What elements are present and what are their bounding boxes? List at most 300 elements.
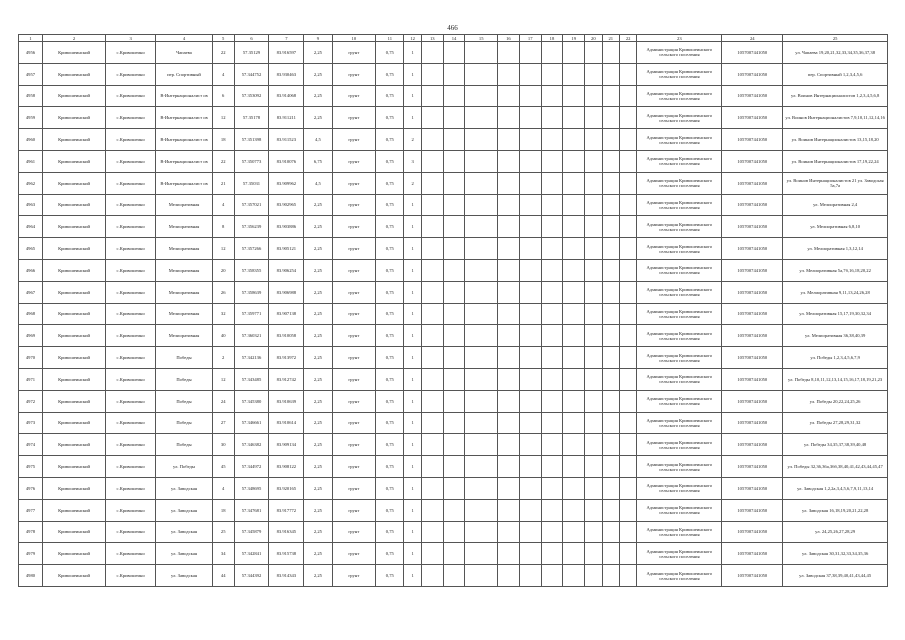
owner-cell: Администрация Кривошеинского сельского поселения (637, 85, 722, 107)
owner-cell: Администрация Кривошеинского сельского поселения (637, 368, 722, 390)
empty-cell (498, 85, 520, 107)
empty-cell (585, 63, 602, 85)
owner-cell: Администрация Кривошеинского сельского поселения (637, 150, 722, 172)
inn-cell: 1057007441050 (722, 390, 783, 412)
area-cell: 2,25 (304, 477, 332, 499)
containers-cell: 1 (404, 390, 421, 412)
inn-cell: 1057007441050 (722, 281, 783, 303)
empty-cell (541, 565, 563, 587)
inn-cell: 1057007441050 (722, 238, 783, 260)
settlement-cell: с.Кривошеино (106, 172, 156, 194)
empty-cell (465, 303, 498, 325)
volume-cell: 0,75 (376, 42, 404, 64)
house-cell: 4 (212, 63, 234, 85)
containers-cell: 1 (404, 499, 421, 521)
empty-cell (498, 390, 520, 412)
house-cell: 27 (212, 412, 234, 434)
empty-cell (585, 107, 602, 129)
area-cell: 2,25 (304, 259, 332, 281)
empty-cell (541, 499, 563, 521)
empty-cell (443, 477, 465, 499)
empty-cell (619, 129, 636, 151)
district-cell: Кривошеинский (42, 259, 105, 281)
empty-cell (465, 368, 498, 390)
empty-cell (602, 543, 619, 565)
empty-cell (619, 238, 636, 260)
area-cell: 2,25 (304, 238, 332, 260)
latitude-cell: 57.351398 (234, 129, 269, 151)
row-number-cell: 4970 (19, 347, 43, 369)
empty-cell (602, 150, 619, 172)
inn-cell: 1057007441050 (722, 216, 783, 238)
settlement-cell: с.Кривошеино (106, 150, 156, 172)
empty-cell (619, 85, 636, 107)
empty-cell (602, 499, 619, 521)
house-cell: 44 (212, 565, 234, 587)
empty-cell (519, 281, 541, 303)
surface-cell: грунт (332, 107, 376, 129)
street-cell: В-Интернационалист ов (156, 129, 213, 151)
table-row (19, 172, 888, 194)
district-cell: Кривошеинский (42, 194, 105, 216)
street-cell: ул. Заводская (156, 521, 213, 543)
empty-cell (585, 150, 602, 172)
empty-cell (465, 521, 498, 543)
table-row (19, 194, 888, 216)
table-row (19, 412, 888, 434)
empty-cell (498, 412, 520, 434)
served-addresses-cell: ул. Мелиоративная 2,4 (783, 194, 888, 216)
empty-cell (585, 259, 602, 281)
empty-cell (519, 107, 541, 129)
empty-cell (421, 390, 443, 412)
empty-cell (465, 565, 498, 587)
district-cell: Кривошеинский (42, 499, 105, 521)
containers-cell: 1 (404, 412, 421, 434)
empty-cell (541, 477, 563, 499)
empty-cell (602, 107, 619, 129)
empty-cell (541, 172, 563, 194)
latitude-cell: 57.353092 (234, 85, 269, 107)
street-cell: В-Интернационалист ов (156, 150, 213, 172)
empty-cell (619, 412, 636, 434)
empty-cell (443, 325, 465, 347)
longitude-cell: 83.906988 (269, 281, 304, 303)
table-row (19, 456, 888, 478)
owner-cell: Администрация Кривошеинского сельского поселения (637, 456, 722, 478)
empty-cell (585, 129, 602, 151)
empty-cell (465, 150, 498, 172)
area-cell: 2,25 (304, 412, 332, 434)
volume-cell: 0,75 (376, 368, 404, 390)
table-row (19, 150, 888, 172)
column-header: 25 (783, 35, 888, 42)
longitude-cell: 83.906254 (269, 259, 304, 281)
empty-cell (465, 172, 498, 194)
empty-cell (541, 347, 563, 369)
owner-cell: Администрация Кривошеинского сельского поселения (637, 303, 722, 325)
empty-cell (619, 259, 636, 281)
empty-cell (541, 216, 563, 238)
surface-cell: грунт (332, 325, 376, 347)
table-row (19, 238, 888, 260)
settlement-cell: с.Кривошеино (106, 456, 156, 478)
empty-cell (619, 172, 636, 194)
house-cell: 20 (212, 259, 234, 281)
containers-cell: 1 (404, 434, 421, 456)
empty-cell (498, 499, 520, 521)
empty-cell (421, 303, 443, 325)
owner-cell: Администрация Кривошеинского сельского поселения (637, 412, 722, 434)
empty-cell (465, 129, 498, 151)
table-row (19, 63, 888, 85)
empty-cell (563, 368, 585, 390)
latitude-cell: 57.345380 (234, 390, 269, 412)
empty-cell (585, 499, 602, 521)
house-cell: 6 (212, 85, 234, 107)
empty-cell (443, 150, 465, 172)
area-cell: 2,25 (304, 63, 332, 85)
volume-cell: 0,75 (376, 325, 404, 347)
empty-cell (443, 259, 465, 281)
volume-cell: 0,75 (376, 259, 404, 281)
house-cell: 40 (212, 325, 234, 347)
table-row (19, 216, 888, 238)
empty-cell (619, 477, 636, 499)
longitude-cell: 83.916597 (269, 42, 304, 64)
settlement-cell: с.Кривошеино (106, 412, 156, 434)
row-number-cell: 4964 (19, 216, 43, 238)
surface-cell: грунт (332, 521, 376, 543)
longitude-cell: 83.911211 (269, 107, 304, 129)
empty-cell (519, 194, 541, 216)
inn-cell: 1057007441050 (722, 194, 783, 216)
area-cell: 2,25 (304, 325, 332, 347)
empty-cell (619, 63, 636, 85)
table-row (19, 325, 888, 347)
served-addresses-cell: ул. Мелиоративная 1,3,12,14 (783, 238, 888, 260)
surface-cell: грунт (332, 216, 376, 238)
containers-cell: 1 (404, 238, 421, 260)
empty-cell (585, 303, 602, 325)
column-header: 22 (619, 35, 636, 42)
inn-cell: 1057007441050 (722, 259, 783, 281)
empty-cell (465, 238, 498, 260)
header-row (19, 35, 888, 42)
empty-cell (619, 456, 636, 478)
latitude-cell: 57.346382 (234, 434, 269, 456)
empty-cell (498, 434, 520, 456)
empty-cell (498, 281, 520, 303)
row-number-cell: 4967 (19, 281, 43, 303)
empty-cell (541, 194, 563, 216)
empty-cell (585, 521, 602, 543)
owner-cell: Администрация Кривошеинского сельского поселения (637, 543, 722, 565)
empty-cell (519, 172, 541, 194)
empty-cell (421, 325, 443, 347)
owner-cell: Администрация Кривошеинского сельского поселения (637, 238, 722, 260)
served-addresses-cell: пер. Спортивный 1,2,3,4,5,6 (783, 63, 888, 85)
row-number-cell: 4958 (19, 85, 43, 107)
street-cell: Чапаева (156, 42, 213, 64)
empty-cell (585, 172, 602, 194)
row-number-cell: 4973 (19, 412, 43, 434)
table-row (19, 477, 888, 499)
empty-cell (421, 543, 443, 565)
owner-cell: Администрация Кривошеинского сельского поселения (637, 347, 722, 369)
empty-cell (498, 63, 520, 85)
empty-cell (443, 499, 465, 521)
settlement-cell: с.Кривошеино (106, 347, 156, 369)
longitude-cell: 83.914343 (269, 565, 304, 587)
empty-cell (519, 543, 541, 565)
empty-cell (585, 390, 602, 412)
empty-cell (563, 499, 585, 521)
surface-cell: грунт (332, 194, 376, 216)
inn-cell: 1057007441050 (722, 325, 783, 347)
district-cell: Кривошеинский (42, 281, 105, 303)
district-cell: Кривошеинский (42, 390, 105, 412)
table-row (19, 543, 888, 565)
empty-cell (563, 281, 585, 303)
inn-cell: 1057007441050 (722, 129, 783, 151)
empty-cell (465, 107, 498, 129)
empty-cell (443, 368, 465, 390)
empty-cell (563, 456, 585, 478)
empty-cell (563, 63, 585, 85)
empty-cell (619, 42, 636, 64)
inn-cell: 1057007441050 (722, 456, 783, 478)
area-cell: 2,25 (304, 303, 332, 325)
row-number-cell: 4968 (19, 303, 43, 325)
area-cell: 2,25 (304, 565, 332, 587)
containers-cell: 1 (404, 303, 421, 325)
inn-cell: 1057007441050 (722, 63, 783, 85)
street-cell: Победы (156, 390, 213, 412)
district-cell: Кривошеинский (42, 303, 105, 325)
volume-cell: 0,75 (376, 85, 404, 107)
area-cell: 2,25 (304, 456, 332, 478)
empty-cell (465, 42, 498, 64)
longitude-cell: 83.907138 (269, 303, 304, 325)
row-number-cell: 4974 (19, 434, 43, 456)
empty-cell (498, 347, 520, 369)
house-cell: 12 (212, 238, 234, 260)
owner-cell: Администрация Кривошеинского сельского поселения (637, 194, 722, 216)
empty-cell (443, 63, 465, 85)
house-cell: 12 (212, 368, 234, 390)
volume-cell: 0,75 (376, 63, 404, 85)
empty-cell (519, 259, 541, 281)
empty-cell (563, 390, 585, 412)
empty-cell (563, 434, 585, 456)
inn-cell: 1057007441050 (722, 150, 783, 172)
owner-cell: Администрация Кривошеинского сельского поселения (637, 434, 722, 456)
settlement-cell: с.Кривошеино (106, 194, 156, 216)
area-cell: 2,25 (304, 281, 332, 303)
district-cell: Кривошеинский (42, 521, 105, 543)
volume-cell: 0,75 (376, 216, 404, 238)
latitude-cell: 57.35031 (234, 172, 269, 194)
empty-cell (563, 150, 585, 172)
empty-cell (541, 259, 563, 281)
served-addresses-cell: ул. Победы 8,10,11,12,13,14,15,16,17,18,19,21,23 (783, 368, 888, 390)
empty-cell (602, 42, 619, 64)
containers-cell: 1 (404, 325, 421, 347)
empty-cell (619, 521, 636, 543)
settlement-cell: с.Кривошеино (106, 521, 156, 543)
empty-cell (519, 368, 541, 390)
empty-cell (498, 150, 520, 172)
empty-cell (443, 216, 465, 238)
empty-cell (498, 238, 520, 260)
row-number-cell: 4969 (19, 325, 43, 347)
street-cell: ул. Заводская (156, 543, 213, 565)
containers-cell: 1 (404, 281, 421, 303)
empty-cell (519, 412, 541, 434)
empty-cell (519, 565, 541, 587)
containers-cell: 1 (404, 543, 421, 565)
volume-cell: 0,75 (376, 456, 404, 478)
empty-cell (421, 521, 443, 543)
district-cell: Кривошеинский (42, 565, 105, 587)
empty-cell (498, 325, 520, 347)
column-header: 9 (304, 35, 332, 42)
settlement-cell: с.Кривошеино (106, 499, 156, 521)
district-cell: Кривошеинский (42, 150, 105, 172)
register-table (18, 34, 888, 587)
column-header: 3 (106, 35, 156, 42)
empty-cell (563, 347, 585, 369)
empty-cell (563, 129, 585, 151)
empty-cell (602, 194, 619, 216)
inn-cell: 1057007441050 (722, 412, 783, 434)
table-row (19, 565, 888, 587)
street-cell: В-Интернационалист ов (156, 107, 213, 129)
empty-cell (421, 194, 443, 216)
table-row (19, 499, 888, 521)
district-cell: Кривошеинский (42, 85, 105, 107)
inn-cell: 1057007441050 (722, 107, 783, 129)
surface-cell: грунт (332, 150, 376, 172)
row-number-cell: 4972 (19, 390, 43, 412)
empty-cell (563, 107, 585, 129)
table-row (19, 259, 888, 281)
area-cell: 2,25 (304, 107, 332, 129)
empty-cell (541, 521, 563, 543)
empty-cell (602, 129, 619, 151)
row-number-cell: 4961 (19, 150, 43, 172)
containers-cell: 1 (404, 521, 421, 543)
empty-cell (498, 107, 520, 129)
empty-cell (602, 456, 619, 478)
area-cell: 2,25 (304, 521, 332, 543)
street-cell: пер. Спортивный (156, 63, 213, 85)
empty-cell (602, 238, 619, 260)
column-header: 17 (519, 35, 541, 42)
empty-cell (602, 259, 619, 281)
empty-cell (619, 194, 636, 216)
empty-cell (563, 216, 585, 238)
street-cell: Мелиоративная (156, 194, 213, 216)
district-cell: Кривошеинский (42, 543, 105, 565)
table-body (19, 42, 888, 587)
column-header: 18 (541, 35, 563, 42)
house-cell: 22 (212, 150, 234, 172)
served-addresses-cell: ул. Победы 32,36,36а,36б,38,40,41,42,43,44,45,47 (783, 456, 888, 478)
empty-cell (519, 456, 541, 478)
street-cell: ул. Победы (156, 456, 213, 478)
inn-cell: 1057007441050 (722, 368, 783, 390)
row-number-cell: 4979 (19, 543, 43, 565)
longitude-cell: 83.905121 (269, 238, 304, 260)
empty-cell (519, 238, 541, 260)
empty-cell (443, 85, 465, 107)
empty-cell (602, 521, 619, 543)
house-cell: 32 (212, 303, 234, 325)
row-number-cell: 4962 (19, 172, 43, 194)
served-addresses-cell: ул. Воинов Интернационалистов 17,19,22,24 (783, 150, 888, 172)
empty-cell (563, 477, 585, 499)
table-row (19, 42, 888, 64)
district-cell: Кривошеинский (42, 368, 105, 390)
empty-cell (421, 368, 443, 390)
street-cell: Мелиоративная (156, 281, 213, 303)
empty-cell (563, 412, 585, 434)
empty-cell (619, 325, 636, 347)
volume-cell: 0,75 (376, 412, 404, 434)
volume-cell: 0,75 (376, 281, 404, 303)
street-cell: В-Интернационалист ов (156, 85, 213, 107)
empty-cell (602, 565, 619, 587)
volume-cell: 0,75 (376, 107, 404, 129)
area-cell: 2,25 (304, 194, 332, 216)
empty-cell (585, 281, 602, 303)
street-cell: Победы (156, 347, 213, 369)
empty-cell (619, 150, 636, 172)
containers-cell: 1 (404, 107, 421, 129)
table-row (19, 85, 888, 107)
area-cell: 6,75 (304, 150, 332, 172)
empty-cell (519, 521, 541, 543)
inn-cell: 1057007441050 (722, 303, 783, 325)
empty-cell (443, 129, 465, 151)
containers-cell: 1 (404, 565, 421, 587)
empty-cell (443, 412, 465, 434)
surface-cell: грунт (332, 172, 376, 194)
empty-cell (619, 347, 636, 369)
inn-cell: 1057007441050 (722, 521, 783, 543)
house-cell: 2 (212, 347, 234, 369)
row-number-cell: 4957 (19, 63, 43, 85)
surface-cell: грунт (332, 456, 376, 478)
empty-cell (465, 194, 498, 216)
table-row (19, 390, 888, 412)
empty-cell (421, 85, 443, 107)
street-cell: Мелиоративная (156, 325, 213, 347)
table-row (19, 129, 888, 151)
latitude-cell: 57.344392 (234, 565, 269, 587)
empty-cell (465, 259, 498, 281)
served-addresses-cell: ул. Победы 34,35,37,38,39,40,48 (783, 434, 888, 456)
empty-cell (443, 521, 465, 543)
house-cell: 18 (212, 499, 234, 521)
house-cell: 4 (212, 194, 234, 216)
settlement-cell: с.Кривошеино (106, 42, 156, 64)
settlement-cell: с.Кривошеино (106, 281, 156, 303)
column-header: 2 (42, 35, 105, 42)
containers-cell: 1 (404, 347, 421, 369)
